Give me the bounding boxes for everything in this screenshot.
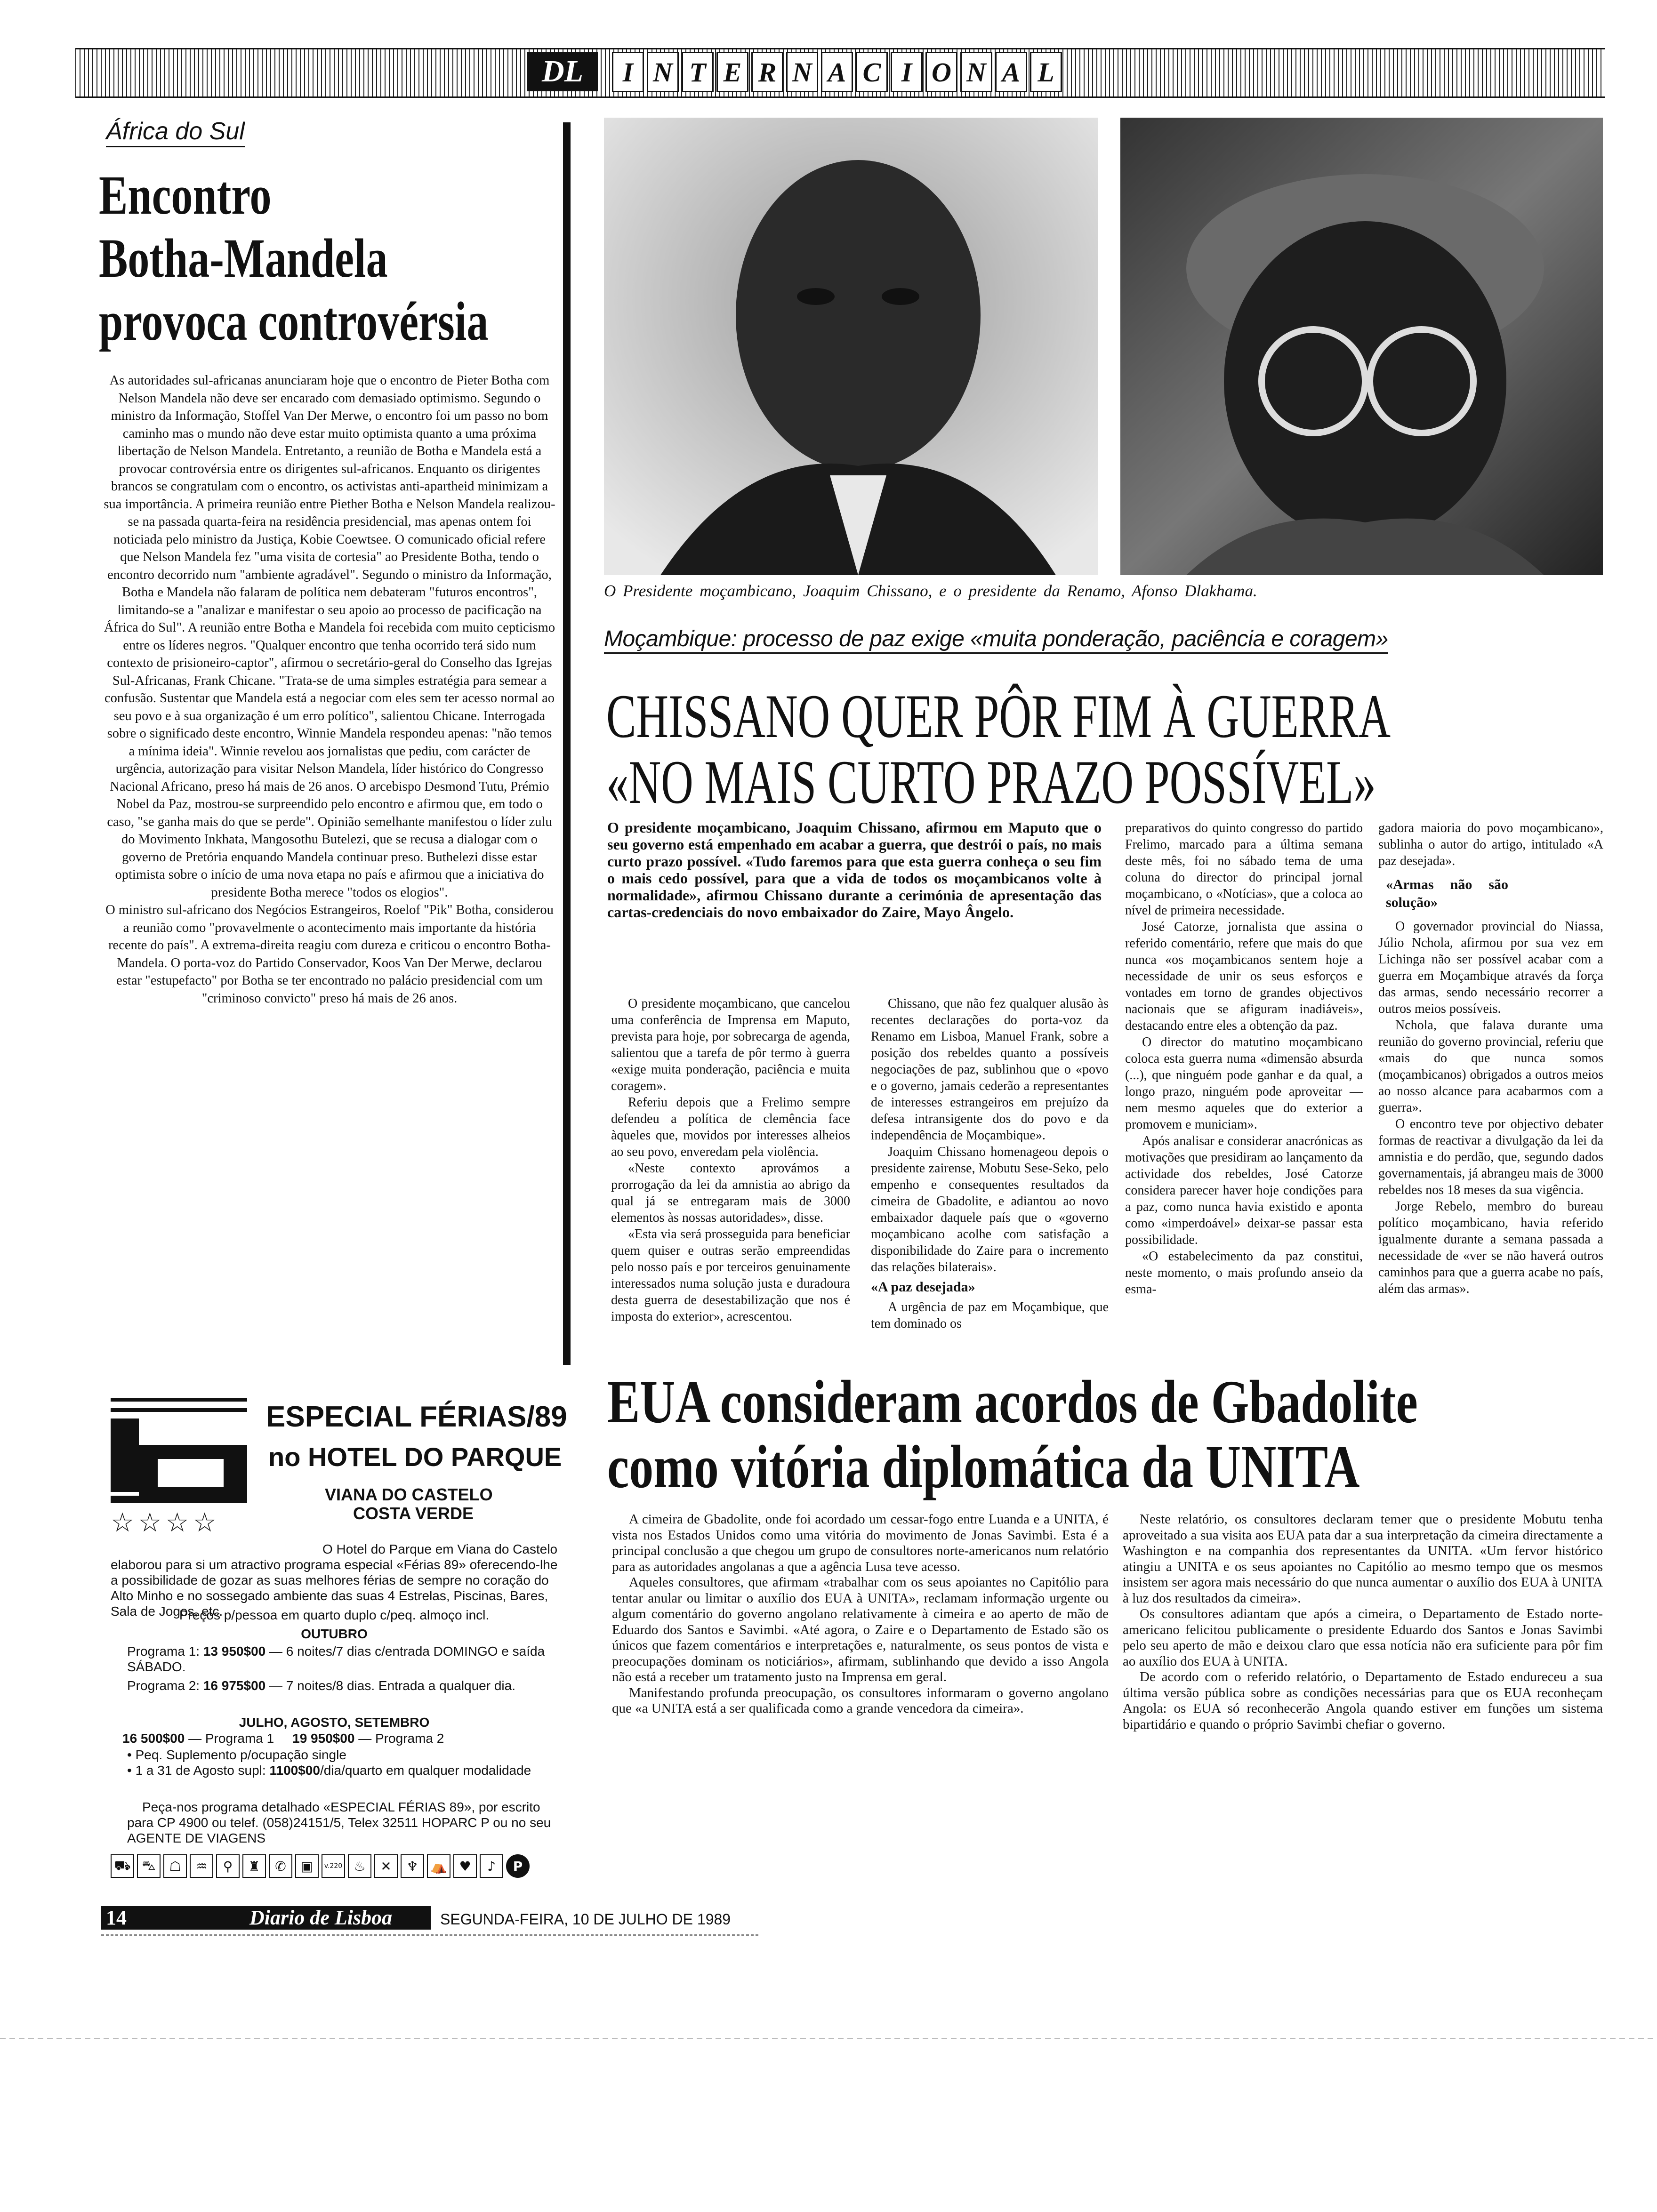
ad-programa-1 [127, 1643, 560, 1675]
section-letter-5: R [751, 52, 783, 92]
tennis-icon: ⚲ [216, 1854, 240, 1878]
chissano-c3-p1: preparativos do quinto congresso do partido Frelimo, marcado para a última semana deste mês, foi no sábado tema de uma coluna do director do principal jornal moçambicano, o «Notícias», que a coloca ao nível de primeira necessidade. [1125, 821, 1363, 918]
ad-prog1-price: 13 950$00 [203, 1644, 266, 1659]
eua-col-1 [612, 1512, 1109, 1717]
chissano-c3-p2: José Catorze, jornalista que assina o referido comentário, refere que mais do que nunca «os moçambicanos sentem hoje a necessidade de unir os seus esforços e vontades em torno de grandes objectivos nacionais que se afiguram inadiáveis», destacando entre eles a obtenção da paz. [1125, 920, 1363, 1033]
v220-icon: v.220 [322, 1854, 345, 1878]
chissano-col-4 [1378, 820, 1603, 1297]
ad-prices-note: Preços p/pessoa em quarto duplo c/peq. almoço incl. [179, 1608, 490, 1622]
ad-outubro-head: OUTUBRO [301, 1627, 368, 1641]
chissano-c1-p2: Referiu depois que a Frelimo sempre defendeu a política de clemência face àqueles que, movidos por interesses alheios ao seu povo, enveredam pela violência. [611, 1095, 850, 1159]
photo-dlakhama [1120, 118, 1603, 575]
eua-c2-p2: Os consultores adiantam que após a cimeira, o Departamento de Estado norte-americano felicitou publicamente o presidente Eduardo dos Santos e Jonas Savimbi pelo seu aperto de mão e deixou claro que essa notícia não era suficiente para pôr fim ao auxílio dos EUA à UNITA. [1123, 1606, 1603, 1669]
left-article-paragraph-2: O ministro sul-africano dos Negócios Estrangeiros, Roelof "Pik" Botha, considerou a reunião como "provavelmente o acontecimento mais importante da história recente do país". A extrema-direita reagiu com dureza e criticou o encontro Botha-Mandela. O porta-voz do Partido Conservador, Koos Van Der Merwe, declarou estar "estupefacto" por Botha se ter encontrado no palácio presidencial com um "criminoso convicto" preso há mais de 26 anos. [105, 903, 554, 1006]
left-article-kicker: África do Sul [106, 117, 245, 147]
ad-bullet-1: • Peq. Suplemento p/ocupação single [127, 1747, 346, 1762]
section-letter-6: N [786, 52, 818, 92]
ad-programa-2 [127, 1678, 560, 1693]
section-letter-3: T [682, 52, 714, 92]
ad-summer-head: JULHO, AGOSTO, SETEMBRO [239, 1715, 430, 1730]
chissano-c2-p3: A urgência de paz em Moçambique, que tem dominado os [871, 1300, 1109, 1331]
ad-summer-p2-label: — Programa 2 [358, 1731, 444, 1746]
chissano-headline [606, 683, 1657, 815]
photo-caption: O Presidente moçambicano, Joaquim Chissano, e o presidente da Renamo, Afonso Dlakhama. [604, 582, 1257, 600]
music-icon: ♪ [480, 1854, 503, 1878]
heating-icon: ♨ [348, 1854, 371, 1878]
chissano-c4-p2: Nchola, que falava durante uma reunião do governo provincial, referiu que «mais do que nunca somos (moçambicanos) obrigados a outros meios ao nosso alcance para acabarmos com a guerra». [1378, 1018, 1603, 1115]
left-article-paragraph-1: As autoridades sul-africanas anunciaram hoje que o encontro de Pieter Botha com Nelson Mandela não deve ser encarado com demasiado optimismo. Segundo o ministro da Informação, Stoffel Van Der Merwe, o encontro foi um passo no bom caminho mas o mundo não deve estar muito optimista quanto a uma próxima libertação de Nelson Mandela. Entretanto, a reunião de Botha e Mandela está a provocar controvérsia entre os dirigentes sul-africanos. Enquanto os dirigentes brancos se congratulam com o encontro, os activistas anti-apartheid minimizam a sua importância. A primeira reunião entre Piether Botha e Nelson Mandela realizou-se na passada quarta-feira na residência presidencial, mas apenas ontem foi noticiada pelo ministro da Justiça, Kobie Coewtsee. O comunicado oficial refere que Nelson Mandela fez "uma visita de cortesia" ao Presidente Botha, tendo o encontro decorrido num "ambiente agradável". Segundo o ministro da Informação, Botha e Mandela não falaram de política nem debateram "futuros encontros", limitando-se a "analizar e manifestar o seu apoio ao processo de pacificação na África do Sul". A reunião entre Botha e Mandela foi recebida com muito cepticismo entre os líderes negros. "Qualquer encontro que tenha ocorrido terá sido num contexto de prisioneiro-captor", afirmou o secretário-geral do Conselho das Igrejas Sul-Africanas, Frank Chicane. "Trata-se de uma simples estratégia para semear a confusão. Sustentar que Mandela está a negociar com eles sem ter acesso normal ao seu povo e à sua organização é um erro político", salientou Chicane. Interrogada sobre o significado deste encontro, Winnie Mandela respondeu apenas: "não temos a mínima ideia". Winnie revelou aos jornalistas que pediu, com carácter de urgência, autorização para visitar Nelson Mandela, líder histórico do Congresso Nacional Africano, preso há mais de 26 anos. O arcebispo Desmond Tutu, Prémio Nobel da Paz, mostrou-se surpreendido pelo encontro e afirmou que, em todo o caso, "se ganha mais do que se perde". Opinião semelhante manifestou o líder zulu do Movimento Inkhata, Mangosothu Butelezi, que se recusa a dialogar com o governo de Pretória enquando Mandela continuar preso. Buthelezi disse estar optimista sobre o início de uma nova etapa no país e afirmou que a iniciativa do presidente Botha merece "todos os elogios". [104, 373, 555, 900]
terrace-icon: ⛺ [427, 1854, 450, 1878]
photo-chissano [604, 118, 1098, 575]
hotel-logo [111, 1398, 247, 1506]
eua-c1-p3: Manifestando profunda preocupação, os consultores informaram o governo angolano que «a UNITA está a ser qualificada como a grande vencedora da cimeira». [612, 1685, 1109, 1716]
eua-c1-p2: Aqueles consultores, que afirmam «trabalhar com os seus apoiantes no Capitólio para tentar anular ou limitar o auxílio dos EUA à UNITA», reclamam informação urgente ou algum comentário do governo angolano relativamente à cimeira e ao aperto de mão de Eduardo dos Santos e Savimbi. «Até agora, o Zaire e o Departamento de Estado são os únicos que fazem comentários e interpretações e, naturalmente, os seus pontos de vista e preocupações dominam os noticiários», afirmam, sublinhando que devido a isso Angola não está a receber um tratamento justo na Imprensa em geral. [612, 1575, 1109, 1684]
chissano-c3-p3: O director do matutino moçambicano coloca esta guerra numa «dimensão absurda (...), que ninguém pode ganhar e da qual, a longo prazo, ninguém pode aproveitar — nem mesmo aqueles que do exterior a promovem e municiam». [1125, 1035, 1363, 1132]
bus-icon: ⛍ [137, 1854, 161, 1878]
chissano-c4-p1: O governador provincial do Niassa, Júlio Nchola, afirmou por sua vez em Lichinga não ser possível acabar com a guerra em Moçambique através da força das armas, sendo necessário recorrer a outros meios possíveis. [1378, 919, 1603, 1016]
section-letter-2: N [647, 52, 679, 92]
ad-box [104, 1391, 565, 1899]
ad-bullet2-price: 1100$00 [269, 1763, 320, 1778]
ad-summer-p1-label: — Programa 1 [188, 1731, 274, 1746]
masthead-logo: DL [527, 52, 598, 91]
ad-prog2-price: 16 975$00 [203, 1678, 266, 1693]
bar-icon: ♜ [242, 1854, 266, 1878]
section-letter-10: O [925, 52, 957, 92]
footer-page-number: 14 [106, 1906, 127, 1929]
ad-title: ESPECIAL FÉRIAS/89 [266, 1401, 567, 1433]
left-headline-line-3: provoca controvérsia [99, 290, 489, 352]
eua-c2-p1: Neste relatório, os consultores declaram temer que o presidente Mobutu tenha aproveitado a sua visita aos EUA pata dar a sua interpretação da cimeira directamente a Washington e na companhia dos representantes da UNITA. «Um fervor histórico atingiu a UNITA e os seus apoiantes no Capitólio ao mesmo tempo que os mesmos insistem ser agora mais necessário do que nunca aumentar o auxílio dos EUA à UNITA à luz dos resultados da cimeira». [1123, 1512, 1603, 1606]
chissano-col-1 [611, 995, 850, 1325]
chissano-portrait-image [604, 118, 1098, 575]
section-letter-4: E [716, 52, 748, 92]
section-letter-13: L [1030, 52, 1062, 92]
ad-summer-p2-price: 19 950$00 [292, 1731, 355, 1746]
bed-icon: ☖ [163, 1854, 187, 1878]
ad-intro: O Hotel do Parque em Viana do Castelo elaborou para si um atractivo programa especial «Férias 89» oferecendo-lhe a possibilidade de gozar as suas melhores férias de sempre no coração do Alto Minho e no sossegado ambiente das suas 4 Estrelas, Piscinas, Bares, Sala de Jogos, etc. [111, 1542, 558, 1619]
ad-bullet2-pre: • 1 a 31 de Agosto supl: [127, 1763, 266, 1778]
footer-date: SEGUNDA-FEIRA, 10 DE JULHO DE 1989 [440, 1911, 731, 1928]
glass-icon: ♆ [401, 1854, 424, 1878]
chissano-c2-p2: Joaquim Chissano homenageou depois o presidente zairense, Mobutu Sese-Seko, pelo empenho e consequentes resultados da cimeira de Gbadolite, e adiantou ao novo embaixador daquele país que o «governo moçambicano acolhe com satisfação a disponibilidade do Zaire para o incremento das relações bilaterais». [871, 1145, 1109, 1274]
chissano-c4-p3: O encontro teve por objectivo debater formas de reactivar a divulgação da lei da amnistia e do perdão, que, segundo dados governamentais, já abrangeu mais de 3000 rebeldes nos 18 meses da sua vigência. [1378, 1117, 1603, 1197]
tv-icon: ▣ [295, 1854, 319, 1878]
chissano-c4-p0: gadora maioria do povo moçambicano», sublinha o autor do artigo, intitulado «A paz desejada». [1378, 821, 1603, 868]
ad-prog1-label: Programa 1: [127, 1644, 200, 1659]
ad-location-2: COSTA VERDE [353, 1504, 474, 1523]
x-icon: ✕ [374, 1854, 398, 1878]
chissano-c1-p4: «Esta via será prosseguida para beneficiar quem quiser e outras serão empreendidas pelo nosso país e por terceiros genuinamente interessados numa solução justa e duradoura desta guerra de desestabilização que nos é imposta do exterior», acrescentou. [611, 1227, 850, 1324]
ad-summer-prices [122, 1731, 565, 1746]
chissano-col-3 [1125, 820, 1363, 1298]
chissano-lead: O presidente moçambicano, Joaquim Chissano, afirmou em Maputo que o seu governo está empenhado em acabar a guerra, que destrói o país, no mais curto prazo possível. «Tudo faremos para que esta guerra conheça o seu fim o mais cedo possível, para que a vida de todos os moçambicanos volte à normalidade», afirmou Chissano durante a cerimónia de apresentação das cartas-credenciais do novo embaixador do Zaire, Mayo Ângelo. [607, 819, 1102, 921]
chissano-subhead-paz-desejada: «A paz desejada» [871, 1279, 975, 1295]
chissano-headline-line-1: CHISSANO QUER PÔR FIM À GUERRA [606, 681, 1391, 751]
ad-contact: Peça-nos programa detalhado «ESPECIAL FÉRIAS 89», por escrito para CP 4900 ou telef. (058)24151/5, Telex 32511 HOPARC P ou no seu AGENTE DE VIAGENS [127, 1800, 551, 1845]
chissano-c2-p1: Chissano, que não fez qualquer alusão às recentes declarações do porta-voz da Renamo em Lisboa, Manuel Frank, sobre a posição dos rebeldes quanto a possíveis negociações de paz, sublinhou que o «povo e o governo, jamais cederão a representantes de interesses estrangeiros em prejuízo da defesa intransigente dos do povo e da independência de Moçambique». [871, 996, 1109, 1143]
left-headline-line-2: Botha-Mandela [99, 227, 388, 289]
ad-prog2-desc: — 7 noites/8 dias. Entrada a qualquer dia. [269, 1678, 516, 1693]
cup-icon: ♥ [453, 1854, 477, 1878]
page-bottom-rule [0, 2038, 1657, 2039]
left-article-body [104, 372, 555, 1007]
ad-summer-p1-price: 16 500$00 [122, 1731, 185, 1746]
chissano-kicker: Moçambique: processo de paz exige «muita ponderação, paciência e coragem» [604, 626, 1388, 654]
eua-headline [607, 1370, 1620, 1499]
ad-stars: ☆☆☆☆ [111, 1507, 220, 1538]
section-letter-9: I [891, 52, 923, 92]
ad-prog1-desc: — 6 noites/7 dias c/entrada DOMINGO e saída SÁBADO. [127, 1644, 545, 1674]
chissano-c3-p4: Após analisar e considerar anacrónicas as motivações que presidiram ao lançamento da actividade dos rebeldes, José Catorze considera parecer haver hoje condições para a paz, como nunca havia existido e aponta como «imperdoável» deixar-se passar esta possibilidade. [1125, 1134, 1363, 1247]
footer-rule [101, 1934, 760, 1936]
footer-paper-name: Diario de Lisboa [249, 1906, 393, 1929]
eua-headline-line-2: como vitória diplomática da UNITA [607, 1433, 1360, 1501]
pool-icon: ♒ [190, 1854, 213, 1878]
dlakhama-portrait-image [1120, 118, 1603, 575]
eua-col-2 [1123, 1512, 1603, 1732]
ad-subtitle: no HOTEL DO PARQUE [268, 1442, 562, 1472]
section-letter-11: N [960, 52, 992, 92]
eua-c2-p3: De acordo com o referido relatório, o Departamento de Estado endureceu a sua última versão pública sobre as condições necessárias para que os EUA reconheçam Angola: os EUA só reconhecerão Angola quando estiver em funções um sistema bipartidário e quando o próprio Savimbi chefiar o governo. [1123, 1669, 1603, 1732]
eua-headline-line-1: EUA consideram acordos de Gbadolite [607, 1368, 1418, 1436]
eua-c1-p1: A cimeira de Gbadolite, onde foi acordado um cessar-fogo entre Luanda e a UNITA, é vista nos Estados Unidos como uma vitória do movimento de Jonas Savimbi. Esta é a principal conclusão a que chegou um grupo de consultores norte-americanos num relatório para as autoridades angolanas a que a agência Lusa teve acesso. [612, 1512, 1109, 1574]
left-column-rule [563, 122, 571, 1365]
chissano-c4-p4: Jorge Rebelo, membro do bureau político moçambicano, havia referido igualmente durante a semana passada a necessidade de «ver se não haverá outros caminhos para que a guerra acabe no país, além das armas». [1378, 1199, 1603, 1296]
chissano-c3-p5: «O estabelecimento da paz constitui, neste momento, o mais profundo anseio da esma- [1125, 1249, 1363, 1297]
car-icon: ⛟ [111, 1854, 134, 1878]
phone-icon: ✆ [269, 1854, 292, 1878]
ad-bullet2-post: /dia/quarto em qualquer modalidade [320, 1763, 531, 1778]
section-letter-7: A [821, 52, 853, 92]
parking-icon: P [506, 1854, 530, 1878]
left-article-headline [99, 165, 565, 352]
section-letter-12: A [995, 52, 1027, 92]
ad-location-1: VIANA DO CASTELO [325, 1485, 493, 1504]
ad-prog2-label: Programa 2: [127, 1678, 200, 1693]
section-letter-8: C [856, 52, 888, 92]
chissano-c1-p1: O presidente moçambicano, que cancelou uma conferência de Imprensa em Maputo, prevista para hoje, por sobrecarga de agenda, salientou que a tarefa de pôr termo à guerra «exige muita ponderação, paciência e muita coragem». [611, 996, 850, 1093]
chissano-subhead-armas: «Armas não são solução» [1386, 877, 1508, 910]
section-letter-1: I [612, 52, 644, 92]
ad-bullet-2 [127, 1763, 560, 1778]
chissano-col-2 [871, 995, 1109, 1332]
section-tag-letters [612, 52, 1062, 91]
ad-amenity-icons [111, 1854, 530, 1878]
chissano-headline-line-2: «NO MAIS CURTO PRAZO POSSÍVEL» [606, 747, 1376, 817]
left-headline-line-1: Encontro [99, 164, 272, 226]
chissano-c1-p3: «Neste contexto aprovámos a prorrogação da lei da amnistia ao abrigo da qual já se entregaram mais de 3000 elementos às nossas autoridades», disse. [611, 1161, 850, 1225]
